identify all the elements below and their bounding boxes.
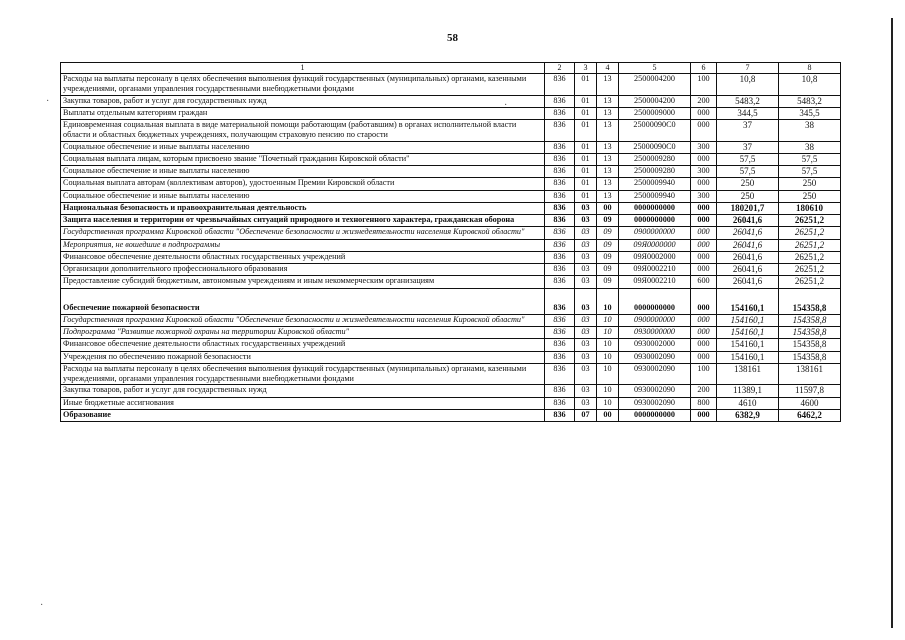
cell-amount-year2: 250 (779, 178, 841, 190)
cell-expense-type: 100 (691, 363, 717, 385)
table-row (61, 397, 841, 409)
cell-amount-year2: 6462,2 (779, 409, 841, 421)
cell-subsection-code: 13 (597, 153, 619, 165)
table-row (61, 251, 841, 263)
cell-expense-type: 000 (691, 227, 717, 239)
cell-section-code: 01 (575, 178, 597, 190)
cell-name: Предоставление субсидий бюджетным, автономным учреждениям и иным некоммерческим организациям (61, 276, 545, 288)
cell-section-code: 03 (575, 215, 597, 227)
cell-amount-year1: 250 (717, 178, 779, 190)
cell-expense-type: 000 (691, 239, 717, 251)
cell-subsection-code: 09 (597, 239, 619, 251)
cell-amount-year2: 138161 (779, 363, 841, 385)
cell-amount-year2: 57,5 (779, 166, 841, 178)
cell-section-code: 03 (575, 363, 597, 385)
table-row (61, 327, 841, 339)
cell-amount-year2: 4600 (779, 397, 841, 409)
table-row (61, 339, 841, 351)
cell-subsection-code: 10 (597, 351, 619, 363)
cell-amount-year2: 26251,2 (779, 239, 841, 251)
cell-amount-year2: 26251,2 (779, 251, 841, 263)
table-row (61, 288, 841, 314)
cell-name: Образование (61, 409, 545, 421)
cell-section-code: 03 (575, 227, 597, 239)
cell-ministry-code: 836 (545, 153, 575, 165)
cell-amount-year1: 26041,6 (717, 276, 779, 288)
cell-amount-year1: 344,5 (717, 107, 779, 119)
cell-amount-year1: 11389,1 (717, 385, 779, 397)
cell-section-code: 03 (575, 327, 597, 339)
cell-amount-year2: 38 (779, 120, 841, 142)
cell-amount-year1: 37 (717, 120, 779, 142)
cell-subsection-code: 00 (597, 409, 619, 421)
cell-section-code: 07 (575, 409, 597, 421)
cell-section-code: 03 (575, 385, 597, 397)
cell-subsection-code: 13 (597, 95, 619, 107)
cell-amount-year2: 26251,2 (779, 227, 841, 239)
cell-subsection-code: 13 (597, 141, 619, 153)
table-row (61, 95, 841, 107)
cell-name: Государственная программа Кировской области "Обеспечение безопасности и жизнедеятельности населения Кировской области" (61, 227, 545, 239)
col-header-ministry: 2 (545, 63, 575, 74)
cell-amount-year1: 26041,6 (717, 227, 779, 239)
cell-name: Социальное обеспечение и иные выплаты населению (61, 141, 545, 153)
cell-amount-year1: 26041,6 (717, 251, 779, 263)
cell-target-article: 2500004200 (619, 95, 691, 107)
cell-target-article: 0900000000 (619, 314, 691, 326)
cell-section-code: 01 (575, 74, 597, 96)
cell-amount-year1: 154160,1 (717, 327, 779, 339)
cell-target-article: 25000090С0 (619, 141, 691, 153)
cell-ministry-code: 836 (545, 251, 575, 263)
cell-amount-year2: 154358,8 (779, 339, 841, 351)
cell-name: Социальная выплата авторам (коллективам авторов), удостоенным Премии Кировской области (61, 178, 545, 190)
table-row (61, 107, 841, 119)
cell-section-code: 01 (575, 190, 597, 202)
cell-name: Выплаты отдельным категориям граждан (61, 107, 545, 119)
table-row (61, 276, 841, 288)
cell-amount-year2: 250 (779, 190, 841, 202)
cell-target-article: 2500009940 (619, 190, 691, 202)
cell-expense-type: 200 (691, 385, 717, 397)
cell-amount-year1: 26041,6 (717, 264, 779, 276)
cell-amount-year1: 26041,6 (717, 239, 779, 251)
cell-section-code: 01 (575, 153, 597, 165)
cell-target-article: 0930002090 (619, 363, 691, 385)
cell-ministry-code: 836 (545, 190, 575, 202)
cell-name: Учреждения по обеспечению пожарной безопасности (61, 351, 545, 363)
cell-name: Финансовое обеспечение деятельности областных государственных учреждений (61, 251, 545, 263)
cell-target-article: 0930002090 (619, 351, 691, 363)
col-header-amount-year2: 8 (779, 63, 841, 74)
col-header-subsection: 4 (597, 63, 619, 74)
cell-subsection-code: 09 (597, 251, 619, 263)
table-row (61, 239, 841, 251)
cell-amount-year2: 26251,2 (779, 215, 841, 227)
cell-subsection-code: 09 (597, 264, 619, 276)
cell-expense-type: 800 (691, 397, 717, 409)
table-row (61, 202, 841, 214)
cell-section-code: 03 (575, 314, 597, 326)
cell-section-code: 03 (575, 351, 597, 363)
cell-subsection-code: 13 (597, 74, 619, 96)
cell-expense-type: 000 (691, 339, 717, 351)
cell-amount-year2: 5483,2 (779, 95, 841, 107)
cell-ministry-code: 836 (545, 264, 575, 276)
cell-amount-year1: 57,5 (717, 153, 779, 165)
cell-amount-year1: 6382,9 (717, 409, 779, 421)
cell-expense-type: 300 (691, 190, 717, 202)
cell-subsection-code: 13 (597, 190, 619, 202)
cell-section-code: 03 (575, 339, 597, 351)
cell-section-code: 03 (575, 288, 597, 314)
cell-ministry-code: 836 (545, 120, 575, 142)
cell-subsection-code: 09 (597, 227, 619, 239)
table-row (61, 227, 841, 239)
cell-section-code: 03 (575, 202, 597, 214)
cell-expense-type: 000 (691, 251, 717, 263)
cell-target-article: 2500009280 (619, 166, 691, 178)
cell-section-code: 03 (575, 397, 597, 409)
cell-amount-year2: 154358,8 (779, 314, 841, 326)
cell-amount-year1: 154160,1 (717, 288, 779, 314)
cell-expense-type: 000 (691, 314, 717, 326)
cell-expense-type: 600 (691, 276, 717, 288)
cell-section-code: 03 (575, 264, 597, 276)
cell-name: Социальное обеспечение и иные выплаты населению (61, 166, 545, 178)
cell-expense-type: 000 (691, 327, 717, 339)
cell-amount-year1: 180201,7 (717, 202, 779, 214)
cell-ministry-code: 836 (545, 74, 575, 96)
header-row (61, 63, 841, 74)
col-header-name: 1 (61, 63, 545, 74)
cell-ministry-code: 836 (545, 141, 575, 153)
cell-target-article: 09Я0002210 (619, 264, 691, 276)
cell-target-article: 09Я0002210 (619, 276, 691, 288)
cell-target-article: 0000000000 (619, 409, 691, 421)
cell-amount-year1: 4610 (717, 397, 779, 409)
cell-amount-year1: 5483,2 (717, 95, 779, 107)
cell-ministry-code: 836 (545, 351, 575, 363)
col-header-amount-year1: 7 (717, 63, 779, 74)
cell-target-article: 2500004200 (619, 74, 691, 96)
cell-subsection-code: 10 (597, 397, 619, 409)
cell-amount-year2: 11597,8 (779, 385, 841, 397)
cell-section-code: 03 (575, 239, 597, 251)
cell-amount-year2: 26251,2 (779, 264, 841, 276)
cell-subsection-code: 10 (597, 363, 619, 385)
cell-subsection-code: 10 (597, 327, 619, 339)
cell-name: Национальная безопасность и правоохранительная деятельность (61, 202, 545, 214)
cell-name: Социальное обеспечение и иные выплаты населению (61, 190, 545, 202)
cell-target-article: 25000090С0 (619, 120, 691, 142)
cell-amount-year1: 250 (717, 190, 779, 202)
cell-subsection-code: 00 (597, 202, 619, 214)
cell-name: Расходы на выплаты персоналу в целях обеспечения выполнения функций государственных (муниципальных) органами, казенными учреждениями, органами управления государственными внебюджетными фондами (61, 363, 545, 385)
col-header-target-article: 5 (619, 63, 691, 74)
cell-subsection-code: 13 (597, 178, 619, 190)
cell-name: Иные бюджетные ассигнования (61, 397, 545, 409)
cell-ministry-code: 836 (545, 339, 575, 351)
table-row (61, 178, 841, 190)
cell-target-article: 0000000000 (619, 288, 691, 314)
cell-amount-year1: 138161 (717, 363, 779, 385)
cell-ministry-code: 836 (545, 227, 575, 239)
table-row (61, 363, 841, 385)
cell-subsection-code: 13 (597, 107, 619, 119)
cell-target-article: 2500009940 (619, 178, 691, 190)
cell-ministry-code: 836 (545, 397, 575, 409)
cell-amount-year2: 154358,8 (779, 351, 841, 363)
cell-name: Обеспечение пожарной безопасности (61, 288, 545, 314)
cell-amount-year2: 57,5 (779, 153, 841, 165)
cell-amount-year1: 57,5 (717, 166, 779, 178)
cell-amount-year2: 26251,2 (779, 276, 841, 288)
cell-target-article: 0930002090 (619, 385, 691, 397)
table-row (61, 351, 841, 363)
cell-amount-year2: 154358,8 (779, 327, 841, 339)
cell-amount-year1: 154160,1 (717, 314, 779, 326)
cell-expense-type: 000 (691, 409, 717, 421)
cell-section-code: 01 (575, 95, 597, 107)
cell-expense-type: 000 (691, 288, 717, 314)
page-number: 58 (447, 32, 458, 44)
cell-target-article: 0930000000 (619, 327, 691, 339)
cell-target-article: 0000000000 (619, 215, 691, 227)
cell-target-article: 2500009000 (619, 107, 691, 119)
scan-speck: · (40, 600, 44, 611)
table-row (61, 385, 841, 397)
cell-ministry-code: 836 (545, 363, 575, 385)
cell-target-article: 0930002090 (619, 397, 691, 409)
cell-amount-year2: 345,5 (779, 107, 841, 119)
cell-target-article: 2500009280 (619, 153, 691, 165)
cell-expense-type: 000 (691, 153, 717, 165)
cell-amount-year1: 37 (717, 141, 779, 153)
cell-ministry-code: 836 (545, 327, 575, 339)
col-header-section: 3 (575, 63, 597, 74)
cell-section-code: 01 (575, 120, 597, 142)
cell-subsection-code: 13 (597, 120, 619, 142)
table-row (61, 74, 841, 96)
cell-subsection-code: 10 (597, 314, 619, 326)
table-row (61, 120, 841, 142)
cell-ministry-code: 836 (545, 288, 575, 314)
cell-section-code: 01 (575, 141, 597, 153)
cell-target-article: 09Я0000000 (619, 239, 691, 251)
cell-ministry-code: 836 (545, 166, 575, 178)
cell-subsection-code: 10 (597, 339, 619, 351)
cell-expense-type: 000 (691, 120, 717, 142)
cell-ministry-code: 836 (545, 178, 575, 190)
cell-name: Расходы на выплаты персоналу в целях обеспечения выполнения функций государственных (муниципальных) органами, казенными учреждениями, органами управления государственными внебюджетными фондами (61, 74, 545, 96)
cell-expense-type: 000 (691, 178, 717, 190)
cell-expense-type: 000 (691, 264, 717, 276)
cell-target-article: 0900000000 (619, 227, 691, 239)
cell-name: Защита населения и территории от чрезвычайных ситуаций природного и техногенного характера, гражданская оборона (61, 215, 545, 227)
cell-name: Мероприятия, не вошедшие в подпрограммы (61, 239, 545, 251)
cell-expense-type: 100 (691, 74, 717, 96)
cell-amount-year2: 38 (779, 141, 841, 153)
cell-ministry-code: 836 (545, 239, 575, 251)
cell-name: Подпрограмма "Развитие пожарной охраны на территории Кировской области" (61, 327, 545, 339)
cell-amount-year1: 154160,1 (717, 339, 779, 351)
cell-section-code: 03 (575, 251, 597, 263)
cell-ministry-code: 836 (545, 276, 575, 288)
table-row (61, 409, 841, 421)
col-header-expense-type: 6 (691, 63, 717, 74)
cell-ministry-code: 836 (545, 409, 575, 421)
cell-amount-year2: 180610 (779, 202, 841, 214)
table-row (61, 166, 841, 178)
cell-amount-year1: 10,8 (717, 74, 779, 96)
page-edge-line (891, 18, 893, 628)
cell-subsection-code: 10 (597, 288, 619, 314)
cell-expense-type: 000 (691, 215, 717, 227)
cell-name: Единовременная социальная выплата в виде материальной помощи работающим (работавшим) в органах исполнительной власти области и областных бюджетных учреждениях, получающим страховую пенсию по старости (61, 120, 545, 142)
cell-target-article: 0930002000 (619, 339, 691, 351)
table-row (61, 190, 841, 202)
cell-expense-type: 000 (691, 107, 717, 119)
cell-ministry-code: 836 (545, 385, 575, 397)
cell-ministry-code: 836 (545, 202, 575, 214)
table-row (61, 215, 841, 227)
table-row (61, 314, 841, 326)
cell-ministry-code: 836 (545, 107, 575, 119)
cell-name: Организации дополнительного профессионального образования (61, 264, 545, 276)
cell-name: Государственная программа Кировской области "Обеспечение безопасности и жизнедеятельности населения Кировской области" (61, 314, 545, 326)
cell-expense-type: 000 (691, 351, 717, 363)
cell-amount-year2: 154358,8 (779, 288, 841, 314)
cell-ministry-code: 836 (545, 215, 575, 227)
table-row (61, 141, 841, 153)
cell-subsection-code: 09 (597, 276, 619, 288)
cell-expense-type: 000 (691, 202, 717, 214)
cell-ministry-code: 836 (545, 95, 575, 107)
table-row (61, 264, 841, 276)
budget-table (60, 62, 841, 422)
cell-subsection-code: 10 (597, 385, 619, 397)
cell-amount-year1: 26041,6 (717, 215, 779, 227)
cell-section-code: 01 (575, 107, 597, 119)
cell-section-code: 03 (575, 276, 597, 288)
table-row (61, 153, 841, 165)
cell-target-article: 0000000000 (619, 202, 691, 214)
cell-target-article: 09Я0002000 (619, 251, 691, 263)
cell-name: Закупка товаров, работ и услуг для государственных нужд (61, 385, 545, 397)
cell-name: Закупка товаров, работ и услуг для государственных нужд (61, 95, 545, 107)
cell-expense-type: 300 (691, 141, 717, 153)
cell-subsection-code: 13 (597, 166, 619, 178)
scan-speck: · (46, 96, 50, 107)
cell-amount-year2: 10,8 (779, 74, 841, 96)
cell-amount-year1: 154160,1 (717, 351, 779, 363)
cell-expense-type: 200 (691, 95, 717, 107)
cell-section-code: 01 (575, 166, 597, 178)
cell-name: Финансовое обеспечение деятельности областных государственных учреждений (61, 339, 545, 351)
cell-name: Социальная выплата лицам, которым присвоено звание "Почетный гражданин Кировской области" (61, 153, 545, 165)
cell-subsection-code: 09 (597, 215, 619, 227)
scan-speck: · (504, 100, 508, 111)
cell-expense-type: 300 (691, 166, 717, 178)
cell-ministry-code: 836 (545, 314, 575, 326)
